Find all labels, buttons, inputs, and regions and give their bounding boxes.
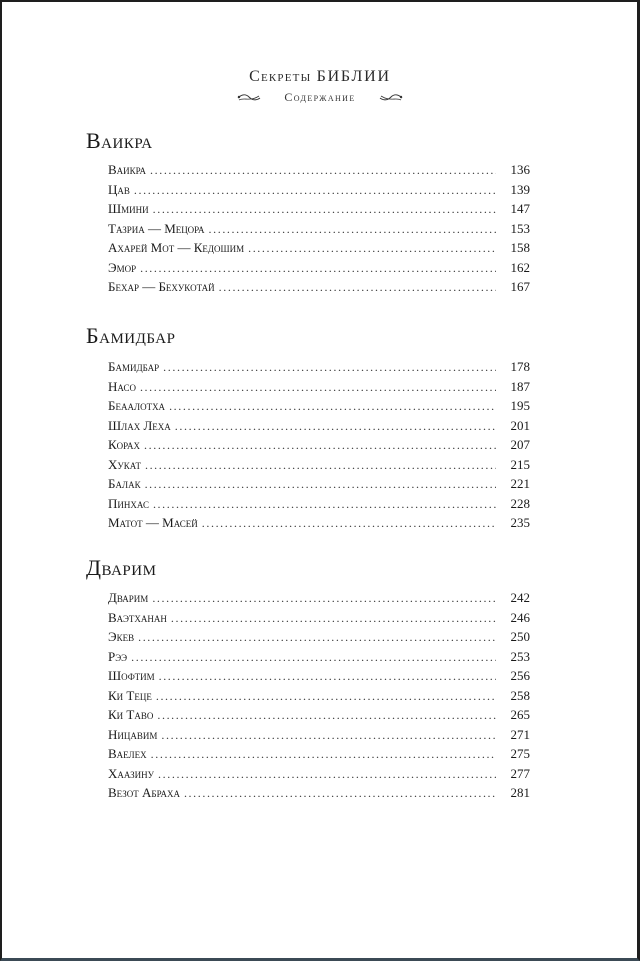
dot-leader: [248, 239, 496, 259]
toc-entry[interactable]: [108, 705, 530, 725]
dot-leader: [140, 259, 496, 279]
entry-page: 207: [510, 437, 530, 452]
toc-entry[interactable]: [108, 455, 530, 475]
running-head: [0, 68, 640, 86]
toc-entry[interactable]: [108, 199, 530, 219]
entry-title: Дварим: [108, 590, 149, 605]
toc-section-vaikra: [86, 126, 530, 297]
entry-title: Рээ: [108, 648, 128, 664]
book-title-part1: Секреты: [249, 68, 312, 85]
entry-page: 258: [510, 687, 530, 703]
toc-entry[interactable]: [108, 764, 530, 784]
toc-entry[interactable]: [108, 219, 530, 239]
entry-title: Бехар — Бехукотай: [108, 279, 215, 294]
entry-title: Бамидбар: [108, 359, 160, 374]
book-title-part2: БИБЛИИ: [316, 68, 391, 85]
dot-leader: [150, 161, 496, 181]
entry-page: 253: [510, 648, 530, 664]
entry-title: Балак: [108, 476, 141, 491]
entry-title: Хукат: [108, 456, 141, 472]
entry-page: 228: [510, 495, 530, 511]
dot-leader: [209, 220, 496, 240]
entry-page: 275: [510, 746, 530, 761]
section-title: Бамидбар: [86, 323, 176, 348]
dot-leader: [145, 456, 496, 476]
toc-entry[interactable]: [108, 160, 530, 180]
entry-title: Ахарей Мот — Кедошим: [108, 240, 245, 255]
entry-title: Ницавим: [108, 726, 158, 742]
entry-page: 147: [510, 201, 530, 216]
toc-entry[interactable]: [108, 494, 530, 514]
section-title: Дварим: [86, 555, 157, 580]
dot-leader: [158, 765, 496, 785]
dot-leader: [171, 609, 496, 629]
entry-title: Везот Абраха: [108, 785, 180, 800]
toc-entry[interactable]: [108, 357, 530, 377]
toc-entry[interactable]: [108, 258, 530, 278]
dot-leader: [159, 667, 496, 687]
dot-leader: [145, 475, 496, 495]
dot-leader: [163, 358, 496, 378]
dot-leader: [161, 726, 496, 746]
entry-page: 221: [510, 476, 530, 491]
dot-leader: [153, 495, 496, 515]
toc-entry[interactable]: [108, 783, 530, 803]
entry-page: 265: [510, 707, 530, 722]
entry-page: 242: [510, 590, 530, 605]
toc-list: [86, 357, 530, 533]
dot-leader: [151, 745, 496, 765]
toc-entry[interactable]: [108, 647, 530, 667]
toc-list: [86, 588, 530, 803]
toc-entry[interactable]: [108, 180, 530, 200]
entry-page: 201: [510, 417, 530, 433]
entry-page: 136: [510, 162, 530, 177]
entry-page: 167: [510, 279, 530, 294]
entry-title: Ваикра: [108, 162, 147, 177]
entry-title: Шмини: [108, 201, 149, 216]
toc-entry[interactable]: [108, 627, 530, 647]
dot-leader: [138, 628, 496, 648]
entry-page: 281: [510, 785, 530, 800]
toc-list: [86, 160, 530, 297]
right-flourish-icon: [378, 93, 404, 103]
toc-entry[interactable]: [108, 588, 530, 608]
toc-section-bamidbar: [86, 321, 530, 533]
entry-page: 246: [510, 609, 530, 625]
entry-page: 277: [510, 765, 530, 781]
toc-entry[interactable]: [108, 416, 530, 436]
dot-leader: [156, 687, 496, 707]
dot-leader: [131, 648, 496, 668]
entry-title: Тазриа — Мецора: [108, 220, 205, 236]
entry-page: 187: [510, 378, 530, 394]
dot-leader: [184, 784, 496, 804]
entry-page: 215: [510, 456, 530, 472]
dot-leader: [175, 417, 496, 437]
dot-leader: [134, 181, 496, 201]
toc-entry[interactable]: [108, 377, 530, 397]
toc-entry[interactable]: [108, 686, 530, 706]
entry-title: Шлах Леха: [108, 417, 171, 433]
entry-title: Ки Теце: [108, 687, 152, 703]
entry-title: Эмор: [108, 259, 137, 275]
toc-entry[interactable]: [108, 238, 530, 258]
toc-entry[interactable]: [108, 513, 530, 533]
dot-leader: [219, 278, 496, 298]
entry-page: 195: [510, 398, 530, 413]
entry-title: Матот — Масей: [108, 515, 198, 530]
entry-title: Ки Таво: [108, 707, 154, 722]
contents-subhead: [0, 90, 640, 105]
entry-page: 271: [510, 726, 530, 742]
entry-page: 153: [510, 220, 530, 236]
dot-leader: [144, 436, 496, 456]
entry-title: Экев: [108, 629, 135, 644]
entry-page: 139: [510, 181, 530, 197]
entry-title: Пинхас: [108, 495, 149, 511]
left-flourish-icon: [236, 93, 262, 103]
dot-leader: [152, 589, 496, 609]
entry-title: Ваэтханан: [108, 609, 167, 625]
toc-section-dvarim: [86, 553, 530, 803]
entry-title: Хаазину: [108, 765, 155, 781]
entry-title: Ваелех: [108, 746, 147, 761]
dot-leader: [202, 514, 496, 534]
entry-page: 256: [510, 668, 530, 683]
toc-entry[interactable]: [108, 725, 530, 745]
entry-page: 250: [510, 629, 530, 644]
entry-title: Корах: [108, 437, 141, 452]
toc-entry[interactable]: [108, 474, 530, 494]
dot-leader: [153, 200, 496, 220]
entry-title: Насо: [108, 378, 136, 394]
toc-entry[interactable]: [108, 608, 530, 628]
entry-title: Беаалотха: [108, 398, 166, 413]
dot-leader: [169, 397, 496, 417]
toc-entry[interactable]: [108, 435, 530, 455]
entry-page: 158: [510, 240, 530, 255]
section-title: Ваикра: [86, 128, 153, 153]
contents-label: Содержание: [284, 90, 356, 104]
toc-entry[interactable]: [108, 666, 530, 686]
entry-page: 235: [510, 515, 530, 530]
toc-entry[interactable]: [108, 744, 530, 764]
entry-page: 162: [510, 259, 530, 275]
toc-entry[interactable]: [108, 396, 530, 416]
entry-page: 178: [510, 359, 530, 374]
entry-title: Цав: [108, 181, 130, 197]
toc-entry[interactable]: [108, 277, 530, 297]
entry-title: Шофтим: [108, 668, 155, 683]
dot-leader: [140, 378, 496, 398]
dot-leader: [157, 706, 496, 726]
